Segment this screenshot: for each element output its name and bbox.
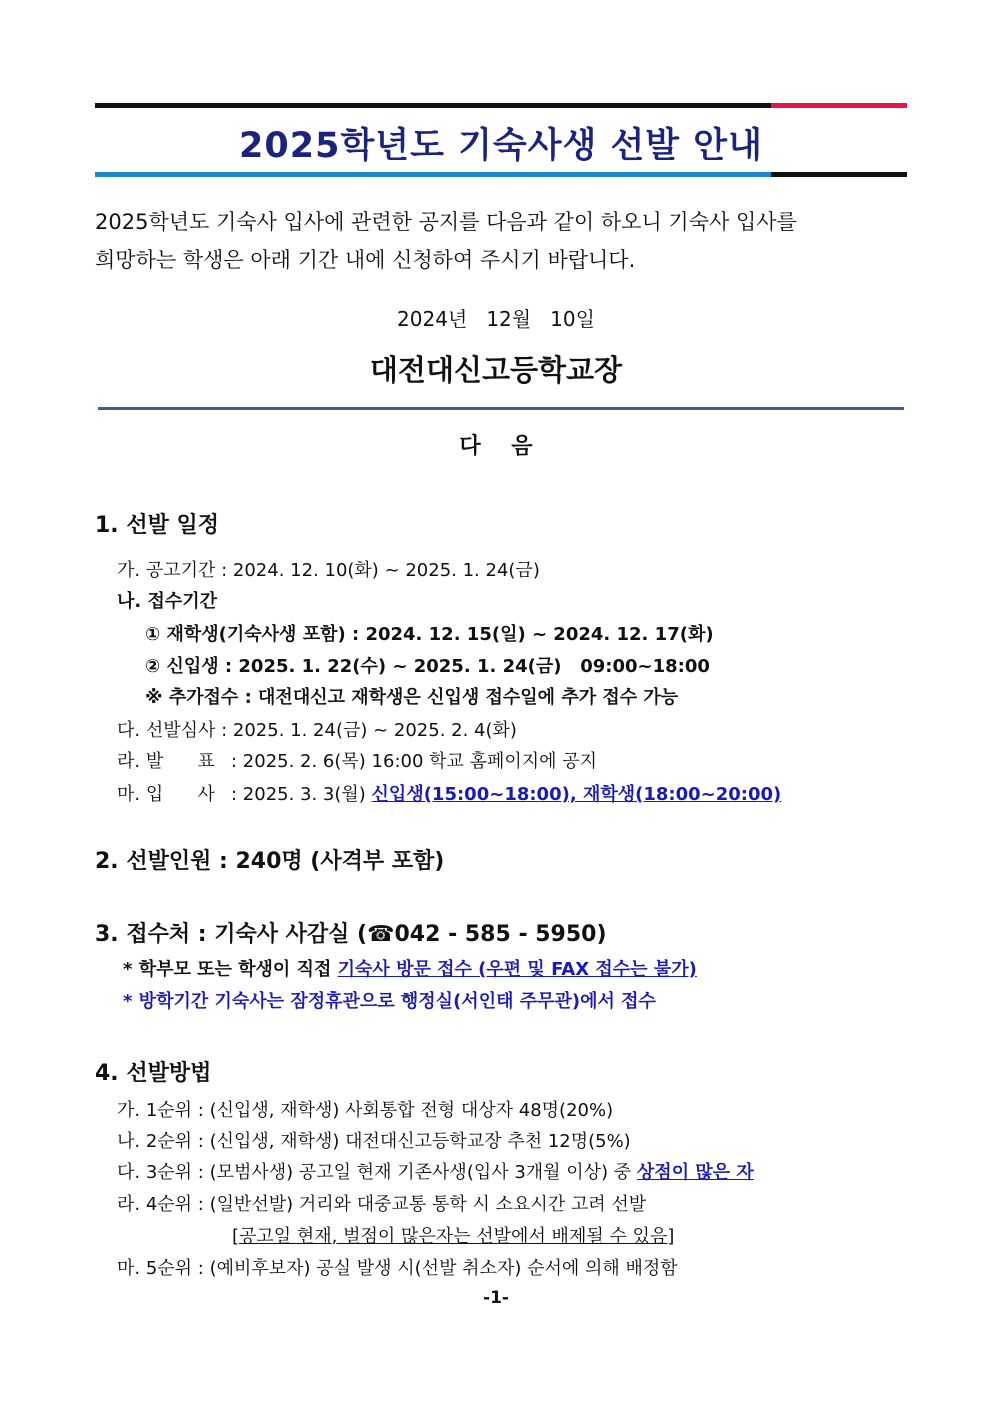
s1-ga: 가. 공고기간 : 2024. 12. 10(화) ~ 2025. 1. 24(금)	[117, 560, 540, 581]
next-label: 다 음	[459, 434, 533, 459]
school-name: 대전대신고등학교장	[369, 353, 623, 387]
page-number: -1-	[483, 1288, 509, 1308]
section-4-heading: 4. 선발방법	[95, 1061, 212, 1086]
s1-na-note: ※ 추가접수 : 대전대신고 재학생은 신입생 접수일에 추가 접수 가능	[145, 687, 679, 708]
s3-note-2: * 방학기간 기숙사는 잠정휴관으로 행정실(서인태 주무관)에서 접수	[123, 991, 656, 1012]
bottom-black-bar	[771, 172, 907, 177]
s1-ma	[117, 780, 781, 806]
s4-ga: 가. 1순위 : (신입생, 재학생) 사회통합 전형 대상자 48명(20%)	[117, 1100, 614, 1121]
s4-ra-note: [공고일 현재, 벌점이 많은자는 선발에서 배제될 수 있음]	[232, 1226, 675, 1247]
s1-ma-label: 마. 입 사	[117, 784, 215, 805]
s1-ra-label: 라. 발 표	[117, 751, 215, 772]
s1-ra	[117, 747, 597, 773]
bottom-blue-bar	[95, 172, 771, 177]
s4-na: 나. 2순위 : (신입생, 재학생) 대전대신고등학교장 추천 12명(5%)	[117, 1131, 631, 1152]
s3-note-1-prefix: * 학부모 또는 학생이 직접	[123, 959, 338, 980]
section-2-heading: 2. 선발인원 : 240명 (사격부 포함)	[95, 849, 445, 874]
s1-da: 다. 선발심사 : 2025. 1. 24(금) ~ 2025. 2. 4(화)	[117, 720, 517, 741]
s4-ma: 마. 5순위 : (예비후보자) 공실 발생 시(선발 취소자) 순서에 의해 배정함	[117, 1258, 678, 1279]
s3-note-1	[123, 955, 697, 981]
s1-na1: ① 재학생(기숙사생 포함) : 2024. 12. 15(일) ~ 2024. 12. 17(화)	[145, 624, 714, 645]
divider	[98, 407, 904, 410]
intro-line-2: 희망하는 학생은 아래 기간 내에 신청하여 주시기 바랍니다.	[95, 248, 636, 272]
intro-line-1: 2025학년도 기숙사 입사에 관련한 공지를 다음과 같이 하오니 기숙사 입사를	[95, 210, 797, 234]
notice-date: 2024년 12월 10일	[397, 307, 595, 331]
s1-na2: ② 신입생 : 2025. 1. 22(수) ~ 2025. 1. 24(금) 09:00~18:00	[145, 656, 710, 677]
s1-ra-value: : 2025. 2. 6(목) 16:00 학교 홈페이지에 공지	[231, 751, 598, 772]
section-1-heading: 1. 선발 일정	[95, 513, 219, 538]
s4-da-prefix: 다. 3순위 : (모범사생) 공고일 현재 기존사생(입사 3개월 이상) 중	[117, 1162, 637, 1183]
page-title: 2025학년도 기숙사생 선발 안내	[239, 126, 763, 166]
s1-na: 나. 접수기간	[117, 591, 218, 612]
section-3-heading: 3. 접수처 : 기숙사 사감실 (☎042 - 585 - 5950)	[95, 922, 607, 947]
s3-note-1-highlight: 기숙사 방문 접수 (우편 및 FAX 접수는 불가)	[337, 959, 697, 980]
s4-da-highlight: 상점이 많은 자	[636, 1162, 754, 1183]
top-red-bar	[771, 103, 907, 108]
s4-ra: 라. 4순위 : (일반선발) 거리와 대중교통 통학 시 소요시간 고려 선발	[117, 1194, 647, 1215]
s1-ma-highlight: 신입생(15:00~18:00), 재학생(18:00~20:00)	[371, 784, 782, 805]
top-black-bar	[95, 103, 771, 108]
s1-ma-value: : 2025. 3. 3(월)	[231, 784, 372, 805]
s4-da	[117, 1158, 754, 1184]
